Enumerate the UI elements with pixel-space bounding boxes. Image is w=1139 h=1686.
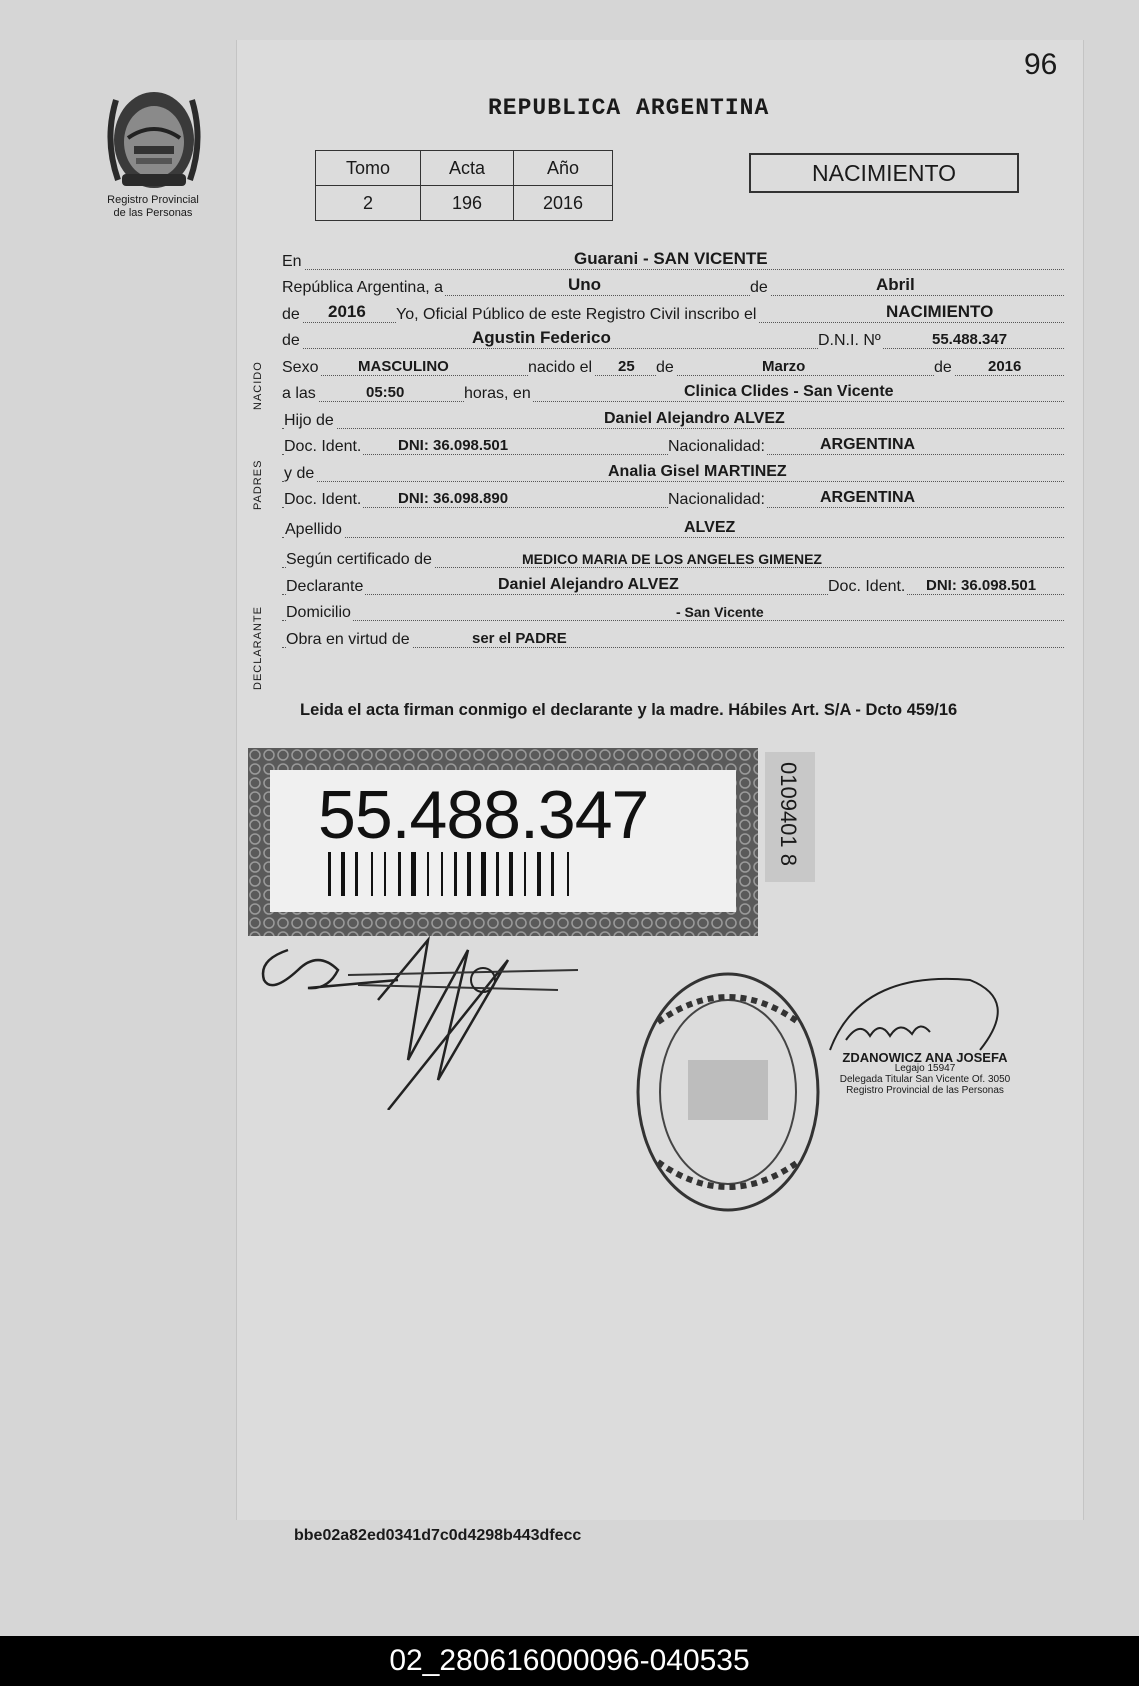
label-domicilio: Domicilio bbox=[286, 604, 351, 621]
value-birth-time: 05:50 bbox=[366, 384, 405, 401]
acta-value-acta: 196 bbox=[421, 186, 514, 221]
form-row bbox=[282, 301, 1064, 328]
label-nacido-el: nacido el bbox=[528, 358, 593, 376]
barcode-bar bbox=[355, 852, 358, 896]
serial-strip bbox=[765, 752, 815, 882]
value-surname: ALVEZ bbox=[684, 519, 736, 536]
form-row bbox=[282, 407, 1064, 434]
acta-header-tomo: Tomo bbox=[316, 151, 421, 186]
country-title: REPUBLICA ARGENTINA bbox=[488, 95, 770, 121]
official-stamp-text: ZDANOWICZ ANA JOSEFA Legajo 15947 Delegada Titular San Vicente Of. 3050 Registro Provincial de las Personas bbox=[839, 1050, 1011, 1096]
label-declarante: Declarante bbox=[286, 577, 364, 595]
label-dni: D.N.I. Nº bbox=[818, 332, 881, 349]
label-y-de: y de bbox=[284, 464, 315, 482]
label-en: En bbox=[282, 252, 302, 270]
form-row bbox=[282, 354, 1064, 381]
form-row bbox=[282, 434, 1064, 461]
label-horas: horas, en bbox=[464, 385, 531, 402]
label-republica: República Argentina, a bbox=[282, 279, 443, 296]
barcode-bar bbox=[341, 852, 345, 896]
barcode-bar bbox=[371, 852, 373, 896]
label-nacionalidad: Nacionalidad: bbox=[668, 438, 765, 455]
value-father-doc: DNI: 36.098.501 bbox=[398, 437, 509, 454]
value-father-nationality: ARGENTINA bbox=[820, 436, 916, 453]
registry-caption: Registro Provincial de las Personas bbox=[107, 194, 199, 219]
label-doc-ident: Doc. Ident. bbox=[284, 491, 362, 508]
barcode-bar bbox=[454, 852, 457, 896]
value-birth-month: Marzo bbox=[762, 357, 806, 375]
certificate-form bbox=[282, 248, 1064, 653]
acta-header-ano: Año bbox=[514, 151, 613, 186]
value-act: NACIMIENTO bbox=[886, 301, 994, 321]
label-de: de bbox=[282, 332, 300, 349]
acta-value-tomo: 2 bbox=[316, 186, 421, 221]
value-obra: ser el PADRE bbox=[472, 629, 567, 647]
barcode-bar bbox=[427, 852, 429, 896]
barcode-bar bbox=[467, 852, 471, 896]
barcode-bar bbox=[537, 852, 541, 896]
barcode-bar bbox=[481, 852, 486, 896]
barcode-bar bbox=[496, 852, 499, 896]
form-row bbox=[282, 513, 1064, 543]
value-address: - San Vicente bbox=[676, 604, 764, 620]
label-apellido: Apellido bbox=[285, 521, 342, 538]
value-sex: MASCULINO bbox=[358, 357, 449, 375]
side-label-nacido: NACIDO bbox=[252, 361, 264, 410]
form-row bbox=[282, 381, 1064, 408]
barcode-bar bbox=[509, 852, 513, 896]
label-hijo-de: Hijo de bbox=[284, 411, 334, 429]
value-declarant: Daniel Alejandro ALVEZ bbox=[498, 575, 679, 593]
form-row bbox=[282, 460, 1064, 487]
barcode-bar bbox=[551, 852, 554, 896]
value-mother-nationality: ARGENTINA bbox=[820, 489, 916, 506]
barcode-bar bbox=[398, 852, 401, 896]
value-birth-day: 25 bbox=[618, 357, 635, 375]
value-year: 2016 bbox=[328, 301, 366, 321]
barcode-bar bbox=[441, 852, 443, 896]
form-row bbox=[282, 487, 1064, 514]
barcode-bar bbox=[567, 852, 569, 896]
acta-table bbox=[315, 150, 613, 221]
label-de: de bbox=[934, 358, 952, 376]
value-declarant-doc: DNI: 36.098.501 bbox=[926, 576, 1037, 594]
form-row bbox=[282, 600, 1064, 627]
document-hash: bbe02a82ed0341d7c0d4298b443dfecc bbox=[294, 1527, 582, 1544]
barcode-bar bbox=[384, 852, 386, 896]
form-row bbox=[282, 626, 1064, 653]
closing-note: Leida el acta firman conmigo el declarante y la madre. Hábiles Art. S/A - Dcto 459/16 bbox=[300, 701, 958, 719]
label-de: de bbox=[282, 305, 300, 323]
label-oficial: Yo, Oficial Público de este Registro Civil inscribo el bbox=[396, 305, 757, 323]
serial-number: 0109401 8 bbox=[776, 762, 801, 866]
label-de: de bbox=[750, 279, 768, 296]
page-number: 96 bbox=[1024, 48, 1058, 81]
label-sexo: Sexo bbox=[282, 358, 319, 376]
value-mother: Analia Gisel MARTINEZ bbox=[608, 462, 787, 480]
value-father: Daniel Alejandro ALVEZ bbox=[604, 409, 785, 427]
barcode-bar bbox=[411, 852, 416, 896]
label-number: 55.488.347 bbox=[318, 777, 649, 853]
value-name: Agustin Federico bbox=[472, 328, 611, 347]
label-de: de bbox=[656, 358, 674, 376]
official-seal-icon bbox=[628, 962, 828, 1222]
form-row bbox=[282, 248, 1064, 275]
barcode-bar bbox=[524, 852, 526, 896]
value-day: Uno bbox=[568, 275, 602, 294]
label-doc-ident: Doc. Ident. bbox=[828, 577, 906, 595]
value-mother-doc: DNI: 36.098.890 bbox=[398, 490, 509, 507]
form-row bbox=[282, 573, 1064, 600]
value-birth-place: Clinica Clides - San Vicente bbox=[684, 383, 894, 400]
acta-value-ano: 2016 bbox=[514, 186, 613, 221]
label-doc-ident: Doc. Ident. bbox=[284, 438, 362, 455]
barcode-bar bbox=[328, 852, 331, 896]
value-month: Abril bbox=[876, 275, 915, 294]
scan-footer: 02_280616000096-040535 bbox=[0, 1636, 1139, 1686]
form-row bbox=[282, 328, 1064, 355]
side-label-padres: PADRES bbox=[252, 459, 264, 510]
value-certificate: MEDICO MARIA DE LOS ANGELES GIMENEZ bbox=[522, 551, 822, 567]
label-segun: Según certificado de bbox=[286, 551, 432, 568]
form-row bbox=[282, 543, 1064, 573]
signature-declarant bbox=[258, 930, 578, 1110]
acta-header-acta: Acta bbox=[421, 151, 514, 186]
value-place: Guarani - SAN VICENTE bbox=[574, 248, 768, 268]
side-label-declarante: DECLARANTE bbox=[252, 606, 264, 690]
label-a-las: a las bbox=[282, 385, 316, 402]
label-obra: Obra en virtud de bbox=[286, 630, 410, 648]
form-row bbox=[282, 275, 1064, 302]
label-nacionalidad: Nacionalidad: bbox=[668, 491, 765, 508]
value-birth-year: 2016 bbox=[988, 357, 1022, 375]
value-dni: 55.488.347 bbox=[932, 331, 1008, 348]
record-type-box: NACIMIENTO bbox=[749, 153, 1019, 193]
